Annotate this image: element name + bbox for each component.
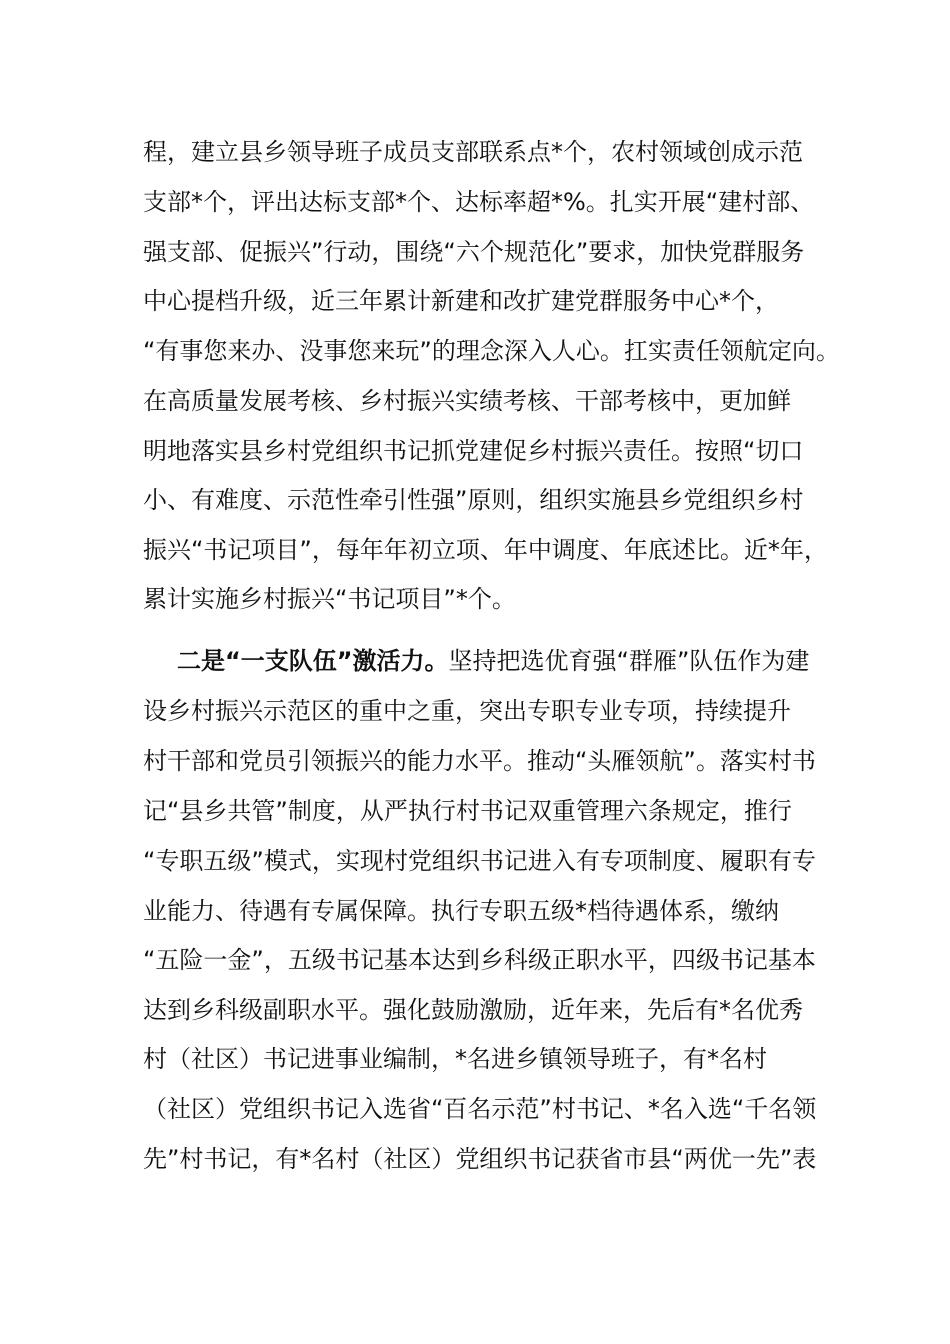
text-line: 设乡村振兴示范区的重中之重，突出专职专业专项，持续提升 (143, 697, 791, 725)
text-line: 强支部、促振兴”行动，围绕“六个规范化”要求，加快党群服务 (143, 238, 805, 266)
paragraph-2-first-line (143, 636, 823, 686)
text-line: 中心提档升级，近三年累计新建和改扩建党群服务中心*个， (143, 287, 779, 315)
text-line: 支部*个，评出达标支部*个、达标率超*%。扎实开展“建村部、 (143, 188, 815, 216)
text-line: 在高质量发展考核、乡村振兴实绩考核、干部考核中，更加鲜 (143, 387, 791, 415)
text-line: “有事您来办、没事您来玩”的理念深入人心。扛实责任领航定向。 (143, 337, 840, 365)
section-heading: 二是“一支队伍”激活力。 (177, 647, 449, 675)
text-line: 累计实施乡村振兴“书记项目”*个。 (143, 585, 516, 613)
text-line: 振兴“书记项目”，每年年初立项、年中调度、年底述比。近*年， (143, 536, 828, 564)
text-line: 小、有难度、示范性牵引性强”原则，组织实施县乡党组织乡村 (143, 486, 804, 514)
text-line: 村（社区）书记进事业编制，*名进乡镇领导班子，有*名村 (143, 1045, 767, 1073)
text-line: （社区）党组织书记入选省“百名示范”村书记、*名入选“千名领 (143, 1095, 817, 1123)
text-line: 业能力、待遇有专属保障。执行专职五级*档待遇体系，缴纳 (143, 897, 779, 925)
text-line: 先”村书记，有*名村（社区）党组织书记获省市县“两优一先”表 (143, 1145, 817, 1173)
text-line: “专职五级”模式，实现村党组织书记进入有专项制度、履职有专 (143, 847, 816, 875)
text-line: 程，建立县乡领导班子成员支部联系点*个，农村领域创成示范 (143, 138, 803, 166)
text-line: 记“县乡共管”制度，从严执行村书记双重管理六条规定，推行 (143, 797, 792, 825)
text-line: 村干部和党员引领振兴的能力水平。推动“头雁领航”。落实村书 (143, 747, 816, 775)
text-line: 达到乡科级副职水平。强化鼓励激励，近年来，先后有*名优秀 (143, 996, 803, 1024)
first-line-text: 坚持把选优育强“群雁”队伍作为建 (448, 647, 810, 675)
text-line: 明地落实县乡村党组织书记抓党建促乡村振兴责任。按照“切口 (143, 437, 804, 465)
text-line: “五险一金”，五级书记基本达到乡科级正职水平，四级书记基本 (143, 946, 816, 974)
